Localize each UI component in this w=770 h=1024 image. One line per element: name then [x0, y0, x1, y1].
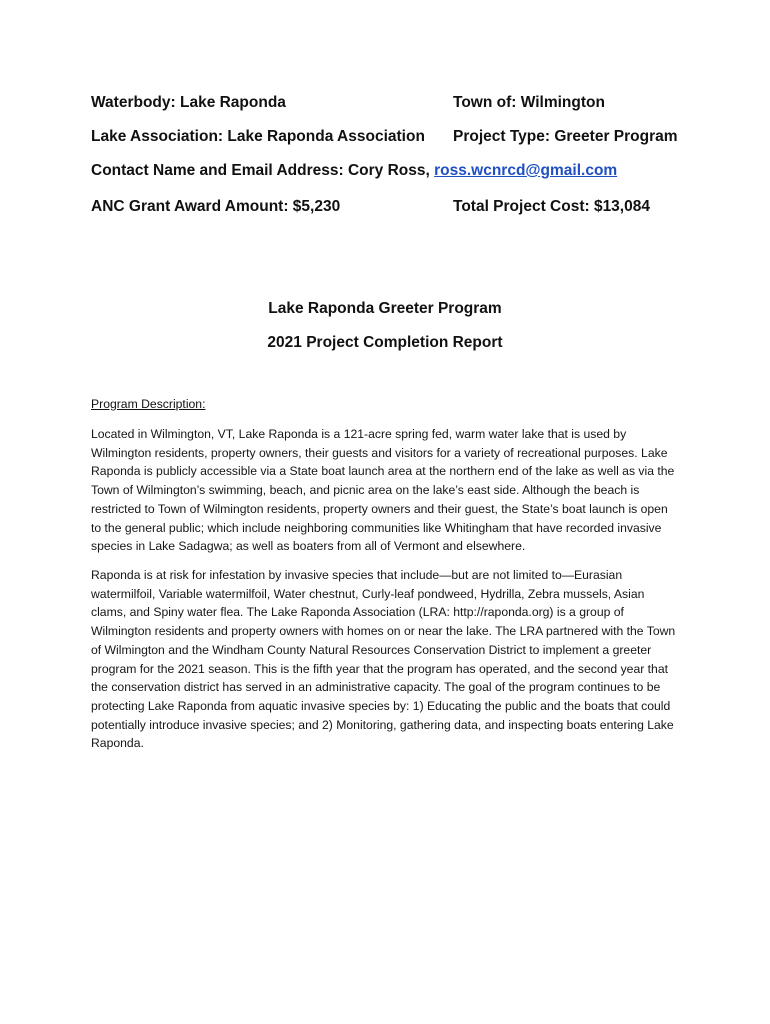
report-subtitle: 2021 Project Completion Report — [267, 334, 503, 351]
contact-label: Contact Name and Email Address: Cory Ross, — [91, 162, 435, 179]
lake-association-field: Lake Association: Lake Raponda Association — [91, 128, 425, 145]
grant-award-field: ANC Grant Award Amount: $5,230 — [91, 198, 341, 215]
project-type-field: Project Type: Greeter Program — [453, 128, 678, 145]
program-description-heading: Program Description: — [91, 397, 206, 411]
report-title: Lake Raponda Greeter Program — [268, 300, 502, 317]
contact-email-link[interactable]: ross.wcnrcd@gmail.com — [434, 162, 618, 179]
waterbody-field: Waterbody: Lake Raponda — [91, 94, 286, 111]
town-field: Town of: Wilmington — [453, 94, 605, 111]
total-cost-field: Total Project Cost: $13,084 — [453, 198, 650, 215]
description-paragraph-1: Located in Wilmington, VT, Lake Raponda is a 121-acre spring fed, warm water lake that is used by Wilmington residents, property owners, their guests and visitors for a variety of recreational purposes. Lake Raponda is publicly accessible via a State boat launch area at the northern end of the lake as well as via the Town of Wilmington’s swimming, beach, and picnic area on the lake’s east side. Although the beach is restricted to Town of Wilmington residents, property owners and their guest, the State’s boat launch is open to the general public; which include neighboring communities like Whitingham that have recorded invasive species in Lake Sadagwa; as well as boaters from all of Vermont and elsewhere. — [91, 427, 675, 554]
contact-field — [91, 162, 617, 180]
description-paragraph-2: Raponda is at risk for infestation by invasive species that include—but are not limited to—Eurasian watermilfoil, Variable watermilfoil, Water chestnut, Curly-leaf pondweed, Hydrilla, Zebra mussels, Asian clams, and Spiny water flea. The Lake Raponda Association (LRA: http://raponda.org) is a group of Wilmington residents and property owners with homes on or near the lake. The LRA partnered with the Town of Wilmington and the Windham County Natural Resources Conservation District to implement a greeter program for the 2021 season. This is the fifth year that the program has operated, and the second year that the conservation district has served in an administrative capacity. The goal of the program continues to be protecting Lake Raponda from aquatic invasive species by: 1) Educating the public and the boats that could potentially introduce invasive species; and 2) Monitoring, gathering data, and inspecting boats entering Lake Raponda. — [91, 568, 676, 751]
